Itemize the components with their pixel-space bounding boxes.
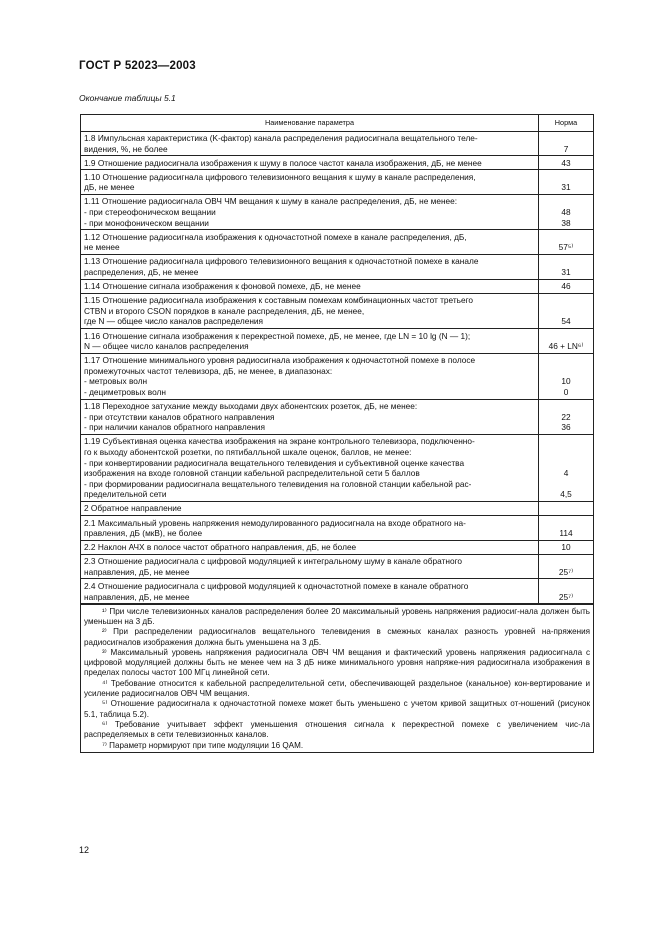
parameter-line: пределительной сети [84,489,167,500]
table-row [81,434,594,501]
table-row [81,399,594,434]
parameter-line: - при конвертировании радиосигнала вещательного телевидения и субъективной оценке качества [84,457,465,468]
norm-value: 25⁷⁾ [558,566,574,577]
parameter-line: - при монофоническом вещании [84,217,209,228]
norm-value: 25⁷⁾ [558,591,574,602]
norm-value: 4,5 [560,489,572,500]
norm-value [542,436,590,447]
table-row [81,279,594,293]
parameter-line: 1.11 Отношение радиосигнала ОВЧ ЧМ вещания к шуму в канале распределения, дБ, не менее: [84,196,458,207]
parameter-cell [81,554,539,579]
norm-value: 0 [563,386,569,397]
norm-cell [539,293,594,328]
norm-value: 48 [561,207,571,218]
norm-cell [539,399,594,434]
parameter-line: го к выходу абонентской розетки, по пятибалльной шкале оценок, баллов, не менее: [84,446,412,457]
table-row [81,230,594,255]
parameter-cell [81,434,539,501]
parameter-cell [81,399,539,434]
parameter-line: - метровых волн [84,376,148,387]
norm-value: 46 + LN⁶⁾ [548,341,584,352]
norm-cell [539,353,594,399]
parameter-line: правления, дБ (мкВ), не более [84,528,203,539]
norm-value: 31 [561,182,571,193]
parameter-line: направления, дБ, не менее [84,566,190,577]
parameter-line: 1.10 Отношение радиосигнала цифрового телевизионного вещания к шуму в канале распределения, [84,171,476,182]
parameter-cell [81,293,539,328]
norm-value: 7 [563,143,569,154]
table-row [81,554,594,579]
norm-value: 43 [561,157,571,168]
norm-value: 46 [561,281,571,292]
norm-value: 57⁵⁾ [558,242,574,253]
parameter-line: где N — общее число каналов распределения [84,316,264,327]
table-row [81,170,594,195]
document-header: ГОСТ Р 52023—2003 [79,60,196,72]
parameter-line: направления, дБ, не менее [84,591,190,602]
parameter-line: 1.13 Отношение радиосигнала цифрового телевизионного вещания к одночастотной помехе в канале [84,256,479,267]
table-row [81,194,594,229]
footnote: ⁴⁾ Требование относится к кабельной распределительной сети, обеспечивающей раздельное (канальное) кон-вертирование и усиление радиосигналов ОВЧ ЧМ вещания. [84,678,590,699]
norm-value [542,366,590,377]
norm-cell [539,501,594,515]
parameter-line: промежуточных частот телевизора, дБ, не менее, в диапазонах: [84,365,333,376]
parameter-line: - при стереофоническом вещании [84,207,216,218]
table-row [81,156,594,170]
norm-cell [539,230,594,255]
column-header-norm: Норма [539,115,594,132]
column-header-parameter: Наименование параметра [81,115,539,132]
norm-cell [539,516,594,541]
table-row [81,293,594,328]
norm-cell [539,579,594,604]
table-row [81,353,594,399]
norm-cell [539,329,594,354]
parameter-line: 1.14 Отношение сигнала изображения к фоновой помехе, дБ, не менее [84,281,361,292]
parameter-cell [81,194,539,229]
norm-cell [539,194,594,229]
parameter-line: распределения, дБ, не менее [84,267,199,278]
parameter-line: - при наличии каналов обратного направления [84,422,266,433]
norm-value [542,458,590,469]
parameter-line: 2 Обратное направление [84,503,182,514]
parameter-line: 1.9 Отношение радиосигнала изображения к шуму в полосе частот канала изображения, дБ, не менее [84,157,482,168]
norm-value: 31 [561,267,571,278]
parameter-line: 1.18 Переходное затухание между выходами двух абонентских розеток, дБ, не менее: [84,401,418,412]
norm-value: 54 [561,316,571,327]
parameter-line: 1.19 Субъективная оценка качества изображения на экране контрольного телевизора, подключенно- [84,436,475,447]
footnote: ¹⁾ При числе телевизионных каналов распределения более 20 максимальный уровень напряжения радиосиг-нала должен быть уменьшен на 3 дБ. [84,606,590,626]
parameter-line: видения, %, не более [84,143,168,154]
footnote: ⁷⁾ Параметр нормируют при типе модуляции 16 QAM. [102,740,304,750]
table-row [81,501,594,515]
parameter-line: 1.15 Отношение радиосигнала изображения к составным помехам комбинационных частот третьего [84,295,474,306]
table-row [81,516,594,541]
parameter-line: 1.8 Импульсная характеристика (K-фактор) канала распределения радиосигнала вещательного теле- [84,133,478,143]
norm-value: 10 [561,376,571,387]
table-row [81,254,594,279]
norm-cell [539,554,594,579]
norm-cell [539,131,594,156]
parameter-line: - при отсутствии каналов обратного направления [84,411,275,422]
parameter-cell [81,230,539,255]
table-row [81,540,594,554]
page-number: 12 [79,845,90,855]
parameter-cell [81,329,539,354]
norm-value: 22 [561,411,571,422]
norm-value: 4 [563,468,569,479]
table-row [81,131,594,156]
norm-cell [539,170,594,195]
parameter-cell [81,279,539,293]
norm-value [542,503,590,514]
parameter-line: не менее [84,242,120,253]
parameter-cell [81,540,539,554]
parameter-line: СТВN и второго CSON порядков в канале распределения, дБ, не менее, [84,305,365,316]
norm-value [542,355,590,366]
parameter-cell [81,501,539,515]
norm-value [542,479,590,490]
norm-cell [539,540,594,554]
norm-cell [539,156,594,170]
parameter-line: N — общее число каналов распределения [84,341,249,352]
norm-value [542,401,590,412]
norm-cell [539,254,594,279]
parameter-line: 1.17 Отношение минимального уровня радиосигнала изображения к одночастотной помехе в полосе [84,355,476,366]
parameter-line: дБ, не менее [84,182,135,193]
table-row [81,329,594,354]
norm-cell [539,279,594,293]
parameter-cell [81,170,539,195]
parameter-cell [81,131,539,156]
norm-value: 10 [561,542,571,553]
norm-value [542,196,590,207]
parameter-cell [81,353,539,399]
parameter-line: 2.2 Наклон АЧХ в полосе частот обратного направления, дБ, не более [84,542,357,553]
parameter-line: - при формировании радиосигнала вещательного телевидения на головной станции кабельной рас- [84,478,472,489]
footnote: ³⁾ Максимальный уровень напряжения радиосигнала ОВЧ ЧМ вещания и фактический уровень напряжения радиосигнала с цифровой модуляцией должны быть не менее чем на 3 дБ ниже минимального уровня напряже-ния радиосигнала изображения в пределах полосы частот 100 МГц линейной сети. [84,647,590,678]
footnote: ⁶⁾ Требование учитывает эффект уменьшения отношения сигнала к перекрестной помехе с увеличением чис-ла распределяемых в сети телевизионных каналов. [84,719,590,740]
table-row [81,579,594,604]
parameter-line: - дециметровых волн [84,386,166,397]
parameter-line: 2.1 Максимальный уровень напряжения немодулированного радиосигнала на входе обратного на- [84,517,466,528]
parameter-cell [81,579,539,604]
norm-value: 114 [559,528,573,539]
footnote: ⁵⁾ Отношение радиосигнала к одночастотной помехе может быть уменьшено с учетом кривой защитных от-ношений (рисунок 5.1, таблица 5.2). [84,699,590,719]
parameter-cell [81,156,539,170]
parameter-table [80,114,594,753]
footnote: ²⁾ При распределении радиосигналов вещательного телевидения в смежных каналах разность уровней на-пряжения радиосигналов изображения должна быть уменьшена на 3 дБ. [84,627,590,647]
table-footnotes [81,604,594,752]
norm-value: 38 [561,217,571,228]
parameter-cell [81,516,539,541]
parameter-line: изображения на входе головной станции кабельной распределительной сети 5 баллов [84,468,420,479]
norm-value [542,447,590,458]
table-caption: Окончание таблицы 5.1 [79,93,176,103]
norm-value: 36 [561,422,571,433]
parameter-cell [81,254,539,279]
parameter-line: 2.4 Отношение радиосигнала с цифровой модуляцией к одночастотной помехе в канале обратного [84,580,469,591]
parameter-line: 1.12 Отношение радиосигнала изображения к одночастотной помехе в канале распределения, дБ, [84,231,467,242]
norm-cell [539,434,594,501]
parameter-line: 2.3 Отношение радиосигнала с цифровой модуляцией к интегральному шуму в канале обратного [84,556,463,567]
parameter-line: 1.16 Отношение сигнала изображения к перекрестной помехе, дБ, не менее, где LN = 10 lg (N — 1); [84,330,471,341]
